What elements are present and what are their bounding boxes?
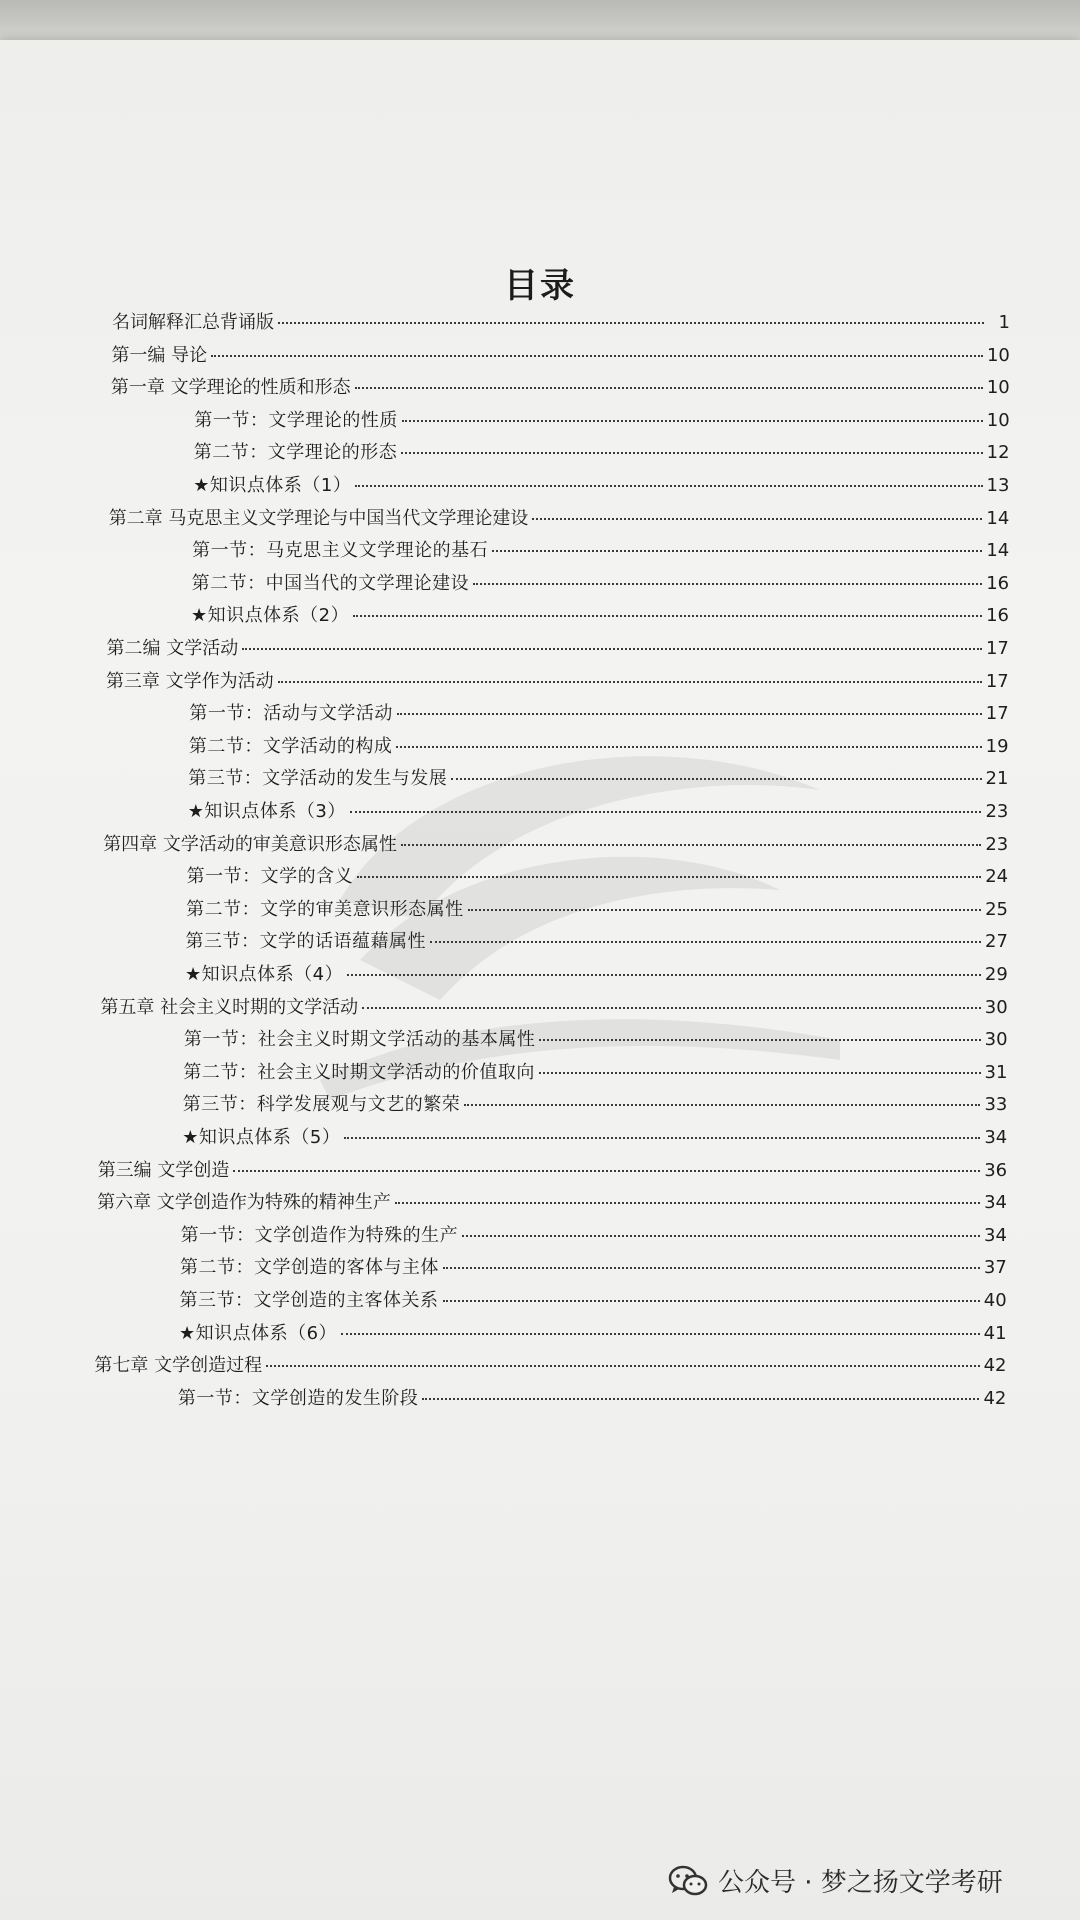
toc-chapter-entry[interactable]	[112, 308, 1010, 338]
toc-chapter-entry[interactable]	[109, 504, 1010, 534]
toc-page-number: 16	[986, 572, 1010, 594]
toc-page-number: 1	[998, 312, 1010, 333]
leader-dots	[353, 615, 982, 617]
toc-page-number: 40	[983, 1290, 1007, 1311]
toc-page-number: 23	[985, 833, 1009, 855]
leader-dots	[443, 1300, 980, 1302]
toc-section-entry[interactable]	[189, 732, 1009, 762]
watermark-footer	[668, 1862, 1003, 1899]
leader-dots	[468, 909, 982, 911]
toc-entry-label: 第三节：文学的话语蕴藉属性	[185, 931, 427, 953]
toc-page-number: 33	[984, 1094, 1008, 1116]
toc-section-entry[interactable]	[191, 601, 1009, 631]
toc-page-number: 34	[984, 1192, 1008, 1214]
leader-dots	[402, 420, 983, 422]
toc-entry-label: ★知识点体系（2）	[191, 605, 350, 627]
leader-dots	[344, 1137, 980, 1139]
toc-section-entry[interactable]	[184, 1025, 1008, 1055]
toc-entry-label: 第一编 导论	[111, 344, 208, 366]
leader-dots	[539, 1072, 981, 1074]
toc-page-number: 17	[985, 703, 1009, 725]
toc-entry-label: 第四章 文学活动的审美意识形态属性	[103, 833, 397, 855]
toc-page-number: 17	[985, 670, 1009, 692]
toc-page-number: 27	[985, 931, 1008, 953]
leader-dots	[401, 452, 982, 454]
leader-dots	[350, 811, 982, 813]
toc-chapter-entry[interactable]	[111, 373, 1010, 403]
leader-dots	[539, 1039, 980, 1041]
leader-dots	[362, 1007, 981, 1009]
leader-dots	[473, 583, 982, 585]
toc-page-number: 17	[985, 638, 1009, 659]
toc-page-number: 19	[985, 735, 1009, 757]
toc-page-number: 23	[985, 801, 1009, 822]
leader-dots	[532, 518, 982, 520]
toc-section-entry[interactable]	[193, 471, 1009, 501]
toc-section-entry[interactable]	[183, 1058, 1007, 1088]
toc-entry-label: 第六章 文学创造作为特殊的精神生产	[97, 1192, 391, 1214]
leader-dots	[401, 844, 981, 846]
toc-entry-label: 第二节：文学创造的客体与主体	[180, 1257, 440, 1279]
photo-background-edge	[0, 0, 1080, 40]
toc-page-number: 10	[986, 377, 1010, 399]
toc-entry-label: ★知识点体系（3）	[187, 801, 346, 822]
toc-entry-label: ★知识点体系（4）	[185, 964, 344, 985]
toc-entry-label: 第一节：文学理论的性质	[194, 409, 398, 431]
leader-dots	[443, 1267, 980, 1269]
toc-page-number: 24	[985, 866, 1009, 888]
toc-chapter-entry[interactable]	[107, 634, 1009, 664]
toc-section-entry[interactable]	[182, 1123, 1007, 1153]
toc-entry-label: 第五章 社会主义时期的文学活动	[100, 996, 359, 1018]
leader-dots	[355, 485, 982, 487]
toc-entry-label: 第二章 马克思主义文学理论与中国当代文学理论建设	[108, 507, 529, 529]
toc-entry-label: 第一节：文学的含义	[186, 866, 354, 888]
toc-entry-label: 第七章 文学创造过程	[94, 1355, 263, 1377]
leader-dots	[397, 713, 982, 715]
toc-page-number: 30	[984, 1029, 1008, 1051]
leader-dots	[462, 1235, 980, 1237]
leader-dots	[233, 1170, 980, 1172]
toc-chapter-entry[interactable]	[106, 667, 1009, 697]
toc-chapter-entry[interactable]	[111, 341, 1009, 371]
page-title: 目录	[504, 266, 576, 306]
toc-section-entry[interactable]	[187, 862, 1008, 892]
toc-entry-label: 第一节：文学创造的发生阶段	[177, 1387, 419, 1409]
toc-entry-label: 第三章 文学作为活动	[105, 670, 274, 692]
toc-page-number: 30	[984, 996, 1008, 1018]
toc-section-entry[interactable]	[183, 1090, 1008, 1120]
toc-section-entry[interactable]	[188, 797, 1009, 827]
footer-text: 公众号 · 梦之扬文学考研	[718, 1868, 1003, 1898]
toc-page-number: 10	[986, 409, 1010, 431]
toc-page-number: 42	[983, 1387, 1007, 1409]
leader-dots	[341, 1333, 980, 1335]
toc-page-number: 14	[986, 507, 1010, 529]
toc-chapter-entry[interactable]	[94, 1351, 1006, 1381]
toc-page-number: 31	[984, 1061, 1008, 1083]
toc-entry-label: 第二节：中国当代的文学理论建设	[191, 572, 470, 594]
toc-section-entry[interactable]	[192, 536, 1009, 566]
leader-dots	[355, 387, 983, 389]
leader-dots	[278, 681, 982, 683]
toc-page-number: 12	[986, 442, 1010, 464]
leader-dots	[492, 550, 982, 552]
toc-chapter-entry[interactable]	[103, 830, 1008, 860]
toc-entry-label: 第二节：文学活动的构成	[188, 735, 393, 757]
toc-entry-label: 第二编 文学活动	[106, 638, 239, 659]
toc-page-number: 10	[986, 344, 1010, 366]
wechat-icon	[668, 1865, 708, 1897]
toc-chapter-entry[interactable]	[98, 1156, 1007, 1186]
leader-dots	[430, 941, 981, 943]
toc-section-entry[interactable]	[192, 569, 1010, 599]
toc-section-entry[interactable]	[181, 1221, 1007, 1251]
leader-dots	[396, 746, 981, 748]
toc-entry-label: 名词解释汇总背诵版	[112, 312, 274, 333]
toc-section-entry[interactable]	[178, 1384, 1007, 1414]
leader-dots	[395, 1202, 980, 1204]
toc-chapter-entry[interactable]	[100, 993, 1007, 1023]
toc-section-entry[interactable]	[194, 438, 1010, 468]
leader-dots	[422, 1398, 979, 1400]
toc-section-entry[interactable]	[188, 764, 1008, 794]
leader-dots	[266, 1365, 979, 1367]
toc-page-number: 34	[984, 1127, 1008, 1148]
leader-dots	[357, 876, 981, 878]
leader-dots	[347, 974, 981, 976]
toc-entry-label: 第三节：科学发展观与文艺的繁荣	[182, 1094, 461, 1116]
toc-entry-label: 第三编 文学创造	[97, 1159, 230, 1181]
toc-entry-label: 第一节：活动与文学活动	[189, 703, 393, 725]
toc-page-number: 14	[986, 540, 1010, 562]
toc-section-entry[interactable]	[180, 1286, 1007, 1316]
toc-page-number: 16	[986, 605, 1009, 627]
toc-section-entry[interactable]	[179, 1319, 1007, 1349]
toc-section-entry[interactable]	[186, 895, 1008, 925]
toc-section-entry[interactable]	[186, 927, 1008, 957]
toc-page-number: 25	[985, 898, 1008, 920]
toc-chapter-entry[interactable]	[97, 1188, 1007, 1218]
toc-page-number: 41	[983, 1322, 1007, 1344]
leader-dots	[278, 322, 984, 324]
leader-dots	[242, 648, 982, 650]
toc-page-number: 34	[984, 1224, 1007, 1246]
toc-entry-label: 第三节：文学活动的发生与发展	[188, 768, 448, 790]
toc-entry-label: 第三节：文学创造的主客体关系	[179, 1290, 439, 1311]
toc-entry-label: 第一节：社会主义时期文学活动的基本属性	[183, 1029, 536, 1051]
toc-page-number: 42	[983, 1355, 1007, 1377]
leader-dots	[464, 1104, 980, 1106]
toc-entry-label: ★知识点体系（1）	[193, 475, 352, 496]
leader-dots	[211, 355, 983, 357]
toc-page-number: 21	[985, 768, 1009, 790]
toc-entry-label: 第二节：文学的审美意识形态属性	[186, 898, 464, 920]
toc-section-entry[interactable]	[194, 406, 1009, 436]
toc-entry-label: 第一节：文学创造作为特殊的生产	[180, 1224, 459, 1246]
toc-entry-label: 第二节：社会主义时期文学活动的价值取向	[183, 1061, 535, 1083]
toc-entry-label: ★知识点体系（5）	[182, 1127, 341, 1148]
toc-entry-label: 第一节：马克思主义文学理论的基石	[192, 540, 489, 562]
leader-dots	[451, 778, 981, 780]
toc-section-entry[interactable]	[189, 699, 1008, 729]
toc-entry-label: 第二节：文学理论的形态	[193, 442, 398, 464]
toc-entry-label: ★知识点体系（6）	[178, 1322, 338, 1344]
toc-section-entry[interactable]	[180, 1253, 1007, 1283]
toc-page-number: 36	[984, 1159, 1008, 1181]
toc-section-entry[interactable]	[185, 960, 1008, 990]
toc-page-number: 13	[986, 475, 1010, 496]
toc-page-number: 37	[983, 1257, 1007, 1279]
document-page	[0, 40, 1080, 1920]
toc-entry-label: 第一章 文学理论的性质和形态	[110, 377, 351, 399]
toc-page-number: 29	[984, 964, 1008, 985]
